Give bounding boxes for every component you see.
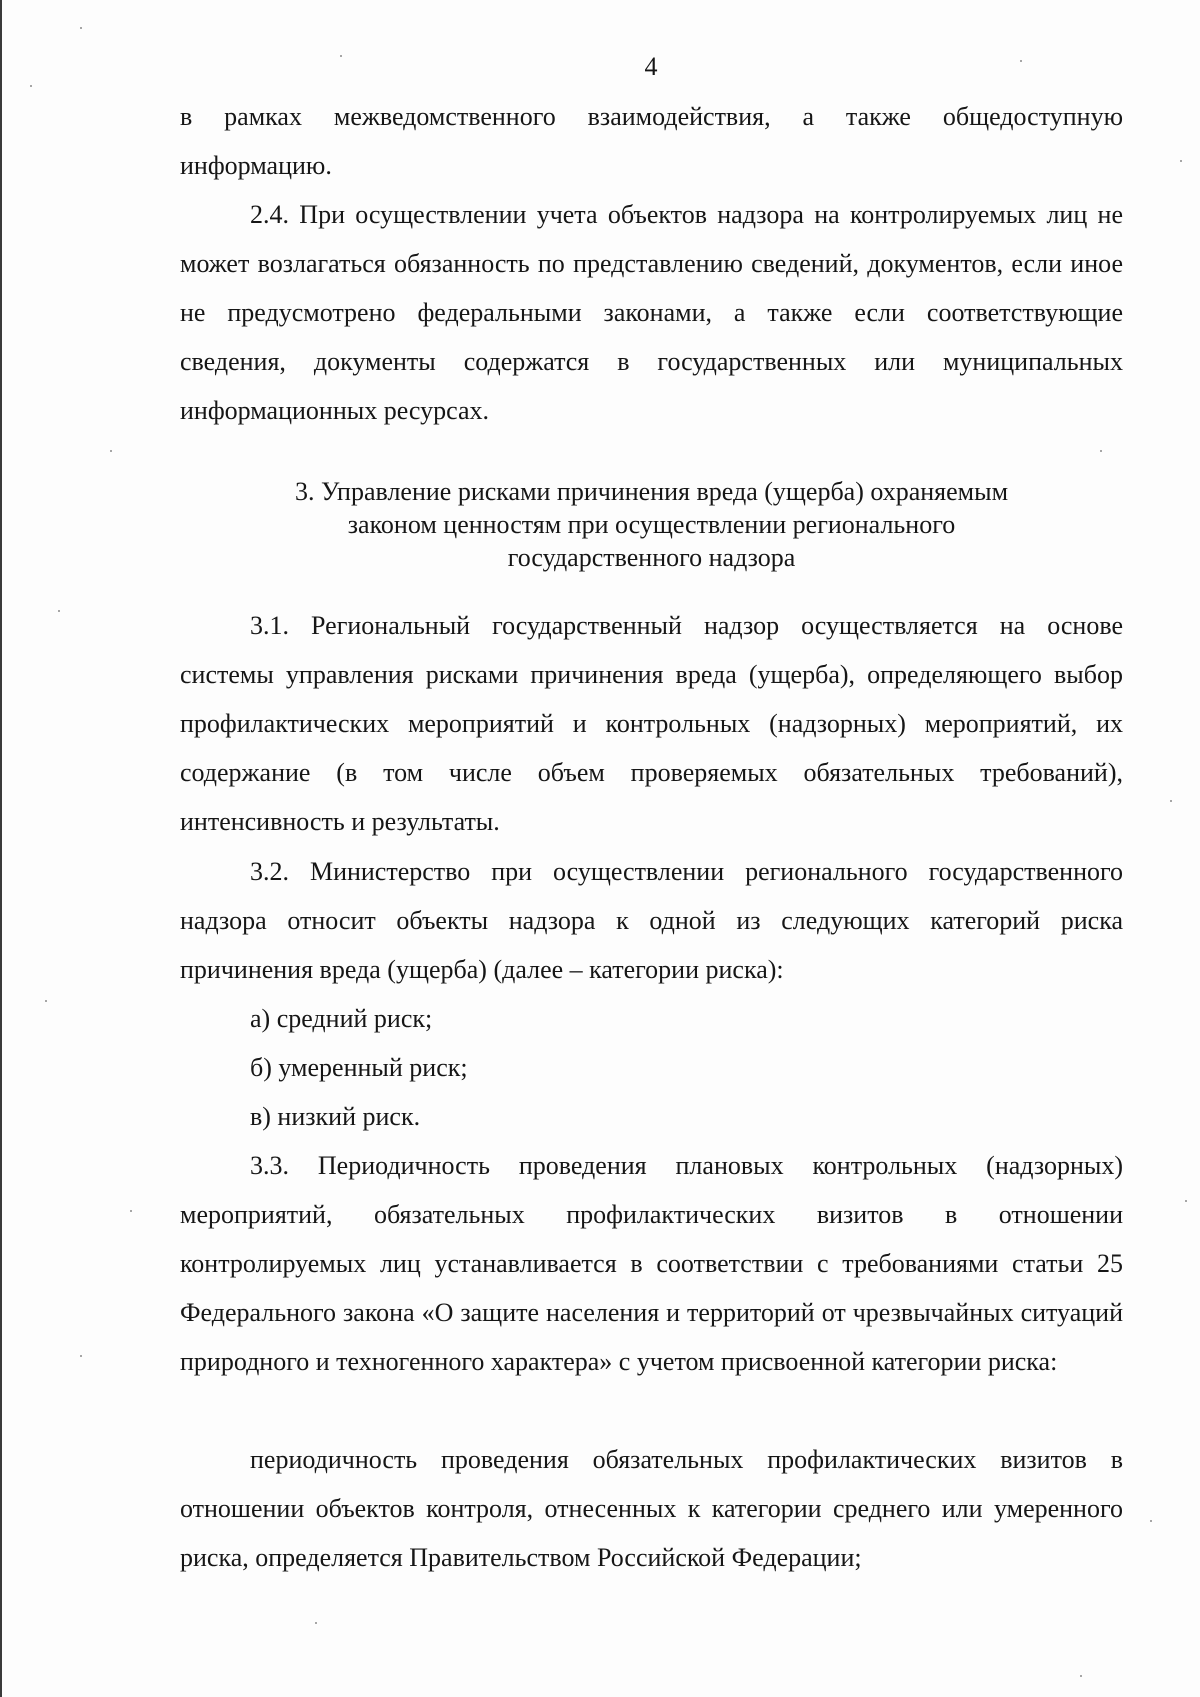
- paragraph-3-1: 3.1. Региональный государственный надзор осуществляется на основе системы управления рисками причинения вреда (ущерба), определяющего выбор профилактических мероприятий и контрольных (надзорных) мероприятий, их содержание (в том числе объем проверяемых обязательных требований), интенсивность и результаты.: [180, 611, 1123, 836]
- risk-category-medium: а) средний риск;: [250, 1004, 433, 1033]
- scan-speck: [58, 610, 60, 612]
- scan-speck: [1185, 1200, 1187, 1202]
- paragraph-continuation: в рамках межведомственного взаимодействия, а также общедоступную информацию.: [180, 102, 1123, 180]
- scan-speck: [1020, 60, 1022, 62]
- section-3-heading-line-1: 3. Управление рисками причинения вреда (ущерба) охраняемым: [294, 477, 1009, 506]
- scan-speck: [110, 450, 112, 452]
- risk-category-low: в) низкий риск.: [250, 1102, 421, 1131]
- paragraph-2-4: 2.4. При осуществлении учета объектов надзора на контролируемых лиц не может возлагаться обязанность по представлению сведений, документов, если иное не предусмотрено федеральными законами, а также если соответствующие сведения, документы содержатся в государственных или муниципальных информационных ресурсах.: [180, 200, 1123, 425]
- paragraph-3-2: 3.2. Министерство при осуществлении регионального государственного надзора относит объекты надзора к одной из следующих категорий риска причинения вреда (ущерба) (далее – категории риска):: [180, 857, 1123, 984]
- paragraph-3-3: 3.3. Периодичность проведения плановых контрольных (надзорных) мероприятий, обязательных профилактических визитов в отношении контролируемых лиц устанавливается в соответствии с требованиями статьи 25 Федерального закона «О защите населения и территорий от чрезвычайных ситуаций природного и техногенного характера» с учетом присвоенной категории риска:: [180, 1151, 1123, 1376]
- paragraph-periodicity: периодичность проведения обязательных профилактических визитов в отношении объектов контроля, отнесенных к категории среднего или умеренного риска, определяется Правительством Российской Федерации;: [180, 1445, 1123, 1572]
- page-number: 4: [644, 52, 658, 81]
- scan-speck: [30, 85, 32, 87]
- section-3-heading-line-2: законом ценностям при осуществлении регионального: [347, 510, 956, 539]
- scan-speck: [1170, 800, 1172, 802]
- scan-left-edge: [0, 0, 2, 1697]
- scan-speck: [130, 1210, 132, 1212]
- scan-speck: [1080, 1675, 1082, 1677]
- scan-speck: [80, 1355, 82, 1357]
- section-3-heading: [180, 475, 1123, 574]
- scan-speck: [315, 1622, 317, 1624]
- section-3-heading-line-3: государственного надзора: [507, 543, 796, 572]
- scan-speck: [1180, 160, 1182, 162]
- scan-speck: [45, 1000, 47, 1002]
- scan-speck: [1100, 450, 1102, 452]
- scan-speck: [1150, 1520, 1152, 1522]
- scan-speck: [80, 27, 82, 29]
- scan-speck: [340, 55, 342, 57]
- risk-category-moderate: б) умеренный риск;: [250, 1053, 468, 1082]
